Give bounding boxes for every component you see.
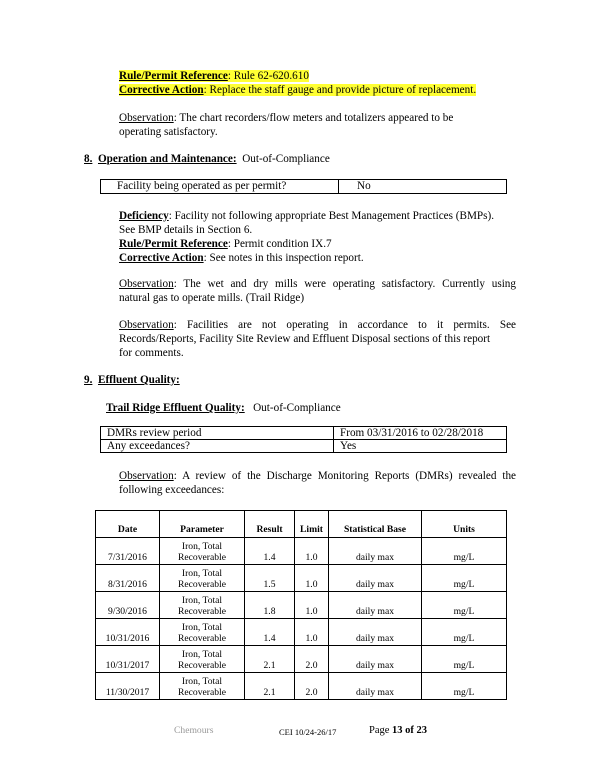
parameter-line: Recoverable xyxy=(178,659,226,671)
footer-company: Chemours xyxy=(174,725,214,736)
footer-page-number xyxy=(369,725,427,736)
table-row xyxy=(101,440,507,453)
cell-limit: 2.0 xyxy=(295,646,329,673)
cell-date: 10/31/2016 xyxy=(96,619,160,646)
column-header: Units xyxy=(422,511,507,538)
observation-paragraph xyxy=(119,318,516,360)
cell-statistical-base: daily max xyxy=(329,565,422,592)
observation-label: Observation xyxy=(119,470,174,482)
corrective-action-text: : See notes in this inspection report. xyxy=(203,252,364,264)
observation-text: operating satisfactory. xyxy=(119,126,218,138)
cell-limit: 1.0 xyxy=(295,592,329,619)
page-current: 13 xyxy=(392,725,403,736)
page-of: of xyxy=(402,725,417,736)
deficiency-paragraph xyxy=(119,209,519,265)
cell-statistical-base: daily max xyxy=(329,538,422,565)
observation-text: : The wet and dry mills were operating satisfactory. Currently using xyxy=(173,278,516,290)
observation-paragraph xyxy=(119,277,516,305)
cell-date: 11/30/2017 xyxy=(96,673,160,700)
table-row xyxy=(101,427,507,440)
parameter-line: Iron, Total xyxy=(181,649,223,660)
cell-result: 1.4 xyxy=(245,619,295,646)
observation-text: for comments. xyxy=(119,347,184,359)
rule-reference-text: : Rule 62-620.610 xyxy=(227,70,309,82)
observation-paragraph xyxy=(119,469,516,497)
dmr-review-table xyxy=(100,426,507,453)
observation-text: : Facilities are not operating in accordance to it permits. See xyxy=(173,319,516,331)
table-row xyxy=(96,538,507,565)
table-row xyxy=(96,565,507,592)
table-header-row xyxy=(96,511,507,538)
cell-units: mg/L xyxy=(422,565,507,592)
effluent-subheading xyxy=(106,401,341,415)
table-cell-label: DMRs review period xyxy=(101,427,334,440)
cell-units: mg/L xyxy=(422,646,507,673)
exceedance-table xyxy=(95,510,507,700)
cell-units: mg/L xyxy=(422,592,507,619)
parameter-line: Recoverable xyxy=(178,632,226,644)
corrective-action-text: : Replace the staff gauge and provide picture of replacement. xyxy=(203,84,477,96)
cell-statistical-base: daily max xyxy=(329,646,422,673)
cell-parameter xyxy=(160,592,245,619)
operation-question: Facility being operated as per permit? xyxy=(101,180,339,194)
cell-limit: 2.0 xyxy=(295,673,329,700)
corrective-action-line xyxy=(119,83,476,97)
observation-text: Records/Reports, Facility Site Review and Effluent Disposal sections of this report xyxy=(119,333,491,345)
cell-date: 9/30/2016 xyxy=(96,592,160,619)
table-cell-label: Any exceedances? xyxy=(101,440,334,453)
observation-paragraph xyxy=(119,111,519,139)
corrective-action-label: Corrective Action xyxy=(119,252,204,264)
operation-table xyxy=(100,179,507,194)
page-total: 23 xyxy=(416,725,428,736)
observation-text: natural gas to operate mills. (Trail Ridge) xyxy=(119,292,305,304)
cell-limit: 1.0 xyxy=(295,565,329,592)
cell-result: 1.4 xyxy=(245,538,295,565)
parameter-line: Recoverable xyxy=(178,605,226,617)
table-row xyxy=(96,646,507,673)
parameter-line: Iron, Total xyxy=(181,595,223,606)
cell-units: mg/L xyxy=(422,619,507,646)
section-8-heading xyxy=(84,152,330,166)
cell-statistical-base: daily max xyxy=(329,619,422,646)
cell-units: mg/L xyxy=(422,538,507,565)
subsection-title: Trail Ridge Effluent Quality: xyxy=(106,402,245,414)
section-number: 9. xyxy=(84,374,93,386)
table-cell-value: Yes xyxy=(334,440,507,453)
observation-label: Observation xyxy=(119,112,174,124)
cell-statistical-base: daily max xyxy=(329,673,422,700)
cell-result: 1.5 xyxy=(245,565,295,592)
observation-label: Observation xyxy=(119,319,174,331)
section-title: Operation and Maintenance: xyxy=(97,153,237,165)
cell-parameter xyxy=(160,673,245,700)
section-title: Effluent Quality: xyxy=(97,374,180,386)
exceedance-table-container xyxy=(95,510,507,698)
table-row xyxy=(96,592,507,619)
parameter-line: Iron, Total xyxy=(181,676,223,687)
footer-inspection-date: CEI 10/24-26/17 xyxy=(279,727,337,737)
rule-reference-text: : Permit condition IX.7 xyxy=(227,238,332,250)
observation-text: following exceedances: xyxy=(119,484,225,496)
deficiency-text: : Facility not following appropriate Best Management Practices (BMPs). xyxy=(168,210,495,222)
cell-result: 2.1 xyxy=(245,673,295,700)
parameter-line: Iron, Total xyxy=(181,541,223,552)
cell-date: 8/31/2016 xyxy=(96,565,160,592)
cell-result: 1.8 xyxy=(245,592,295,619)
cell-units: mg/L xyxy=(422,673,507,700)
observation-text: : A review of the Discharge Monitoring Reports (DMRs) revealed the xyxy=(173,470,516,482)
section-9-heading xyxy=(84,373,180,387)
cell-parameter xyxy=(160,619,245,646)
deficiency-text: See BMP details in Section 6. xyxy=(119,224,253,236)
parameter-line: Recoverable xyxy=(178,551,226,563)
column-header: Parameter xyxy=(160,511,245,538)
deficiency-label: Deficiency xyxy=(119,210,169,222)
compliance-status: Out-of-Compliance xyxy=(253,402,341,414)
observation-label: Observation xyxy=(119,278,174,290)
operation-answer: No xyxy=(339,180,507,194)
cell-limit: 1.0 xyxy=(295,619,329,646)
cell-statistical-base: daily max xyxy=(329,592,422,619)
rule-reference-label: Rule/Permit Reference xyxy=(119,70,228,82)
cell-date: 7/31/2016 xyxy=(96,538,160,565)
cell-parameter xyxy=(160,646,245,673)
observation-text: : The chart recorders/flow meters and totalizers appeared to be xyxy=(173,112,454,124)
parameter-line: Recoverable xyxy=(178,686,226,698)
corrective-action-label: Corrective Action xyxy=(119,84,204,96)
compliance-status: Out-of-Compliance xyxy=(242,153,330,165)
section-number: 8. xyxy=(84,153,93,165)
column-header: Limit xyxy=(295,511,329,538)
cell-parameter xyxy=(160,565,245,592)
cell-date: 10/31/2017 xyxy=(96,646,160,673)
parameter-line: Iron, Total xyxy=(181,568,223,579)
parameter-line: Iron, Total xyxy=(181,622,223,633)
column-header: Result xyxy=(245,511,295,538)
page-word: Page xyxy=(369,725,393,736)
cell-result: 2.1 xyxy=(245,646,295,673)
column-header: Date xyxy=(96,511,160,538)
table-row xyxy=(96,619,507,646)
rule-reference-line xyxy=(119,69,309,83)
parameter-line: Recoverable xyxy=(178,578,226,590)
column-header: Statistical Base xyxy=(329,511,422,538)
table-cell-value: From 03/31/2016 to 02/28/2018 xyxy=(334,427,507,440)
cell-parameter xyxy=(160,538,245,565)
table-row xyxy=(96,673,507,700)
cell-limit: 1.0 xyxy=(295,538,329,565)
rule-reference-label: Rule/Permit Reference xyxy=(119,238,228,250)
